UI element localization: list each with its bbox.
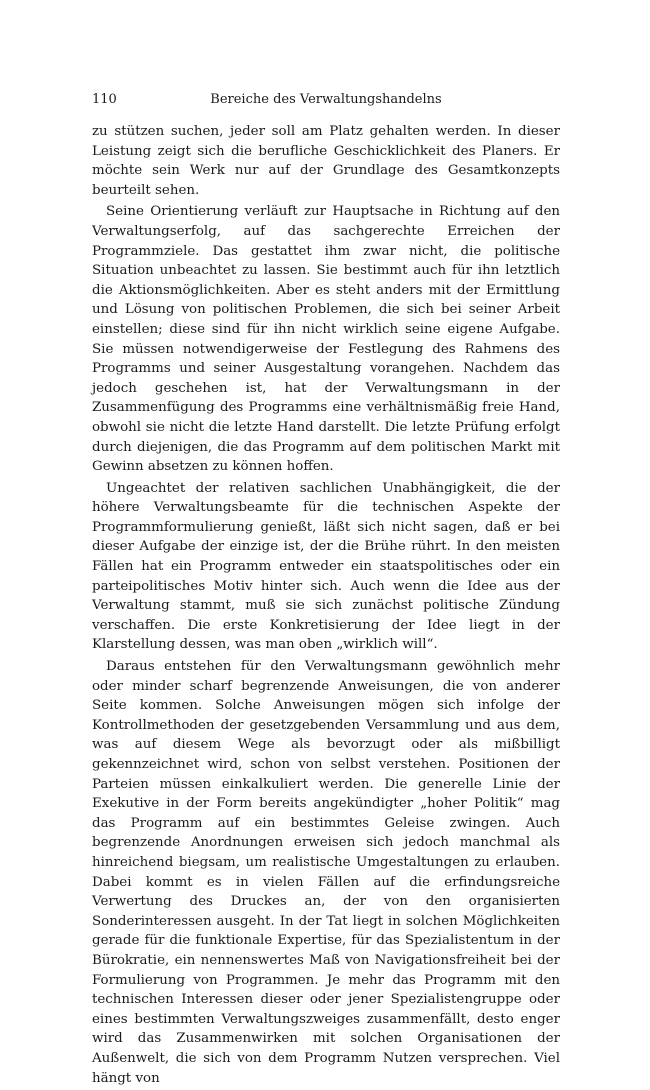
running-title: Bereiche des Verwaltungshandelns — [210, 92, 442, 107]
paragraph-orientation: Seine Orientierung verläuft zur Hauptsache in Richtung auf den Verwaltungserfolg, auf das sachgerechte Erreichen der Programmziele. Das gestattet ihm zwar nicht, die politische Situation unbeachtet zu lassen. Sie bestimmt auch für ihn letztlich die Aktionsmöglichkeiten. Aber es steht anders mit der Ermittlung und Lösung von politischen Problemen, die sich bei seiner Arbeit einstellen; diese sind für ihn nicht wirklich seine eigene Aufgabe. Sie müssen notwendigerweise der Festlegung des Rahmens des Programms und seiner Ausgestaltung vorangehen. Nachdem das jedoch geschehen ist, hat der Verwaltungsmann in der Zusammenfügung des Programms eine verhältnismäßig freie Hand, obwohl sie nicht die letzte Hand darstellt. Die letzte Prüfung erfolgt durch diejenigen, die das Programm auf dem politischen Markt mit Gewinn absetzen zu können hoffen. — [92, 204, 560, 475]
running-head — [92, 88, 560, 112]
body-text — [92, 122, 560, 1088]
paragraph-instructions: Daraus entstehen für den Verwaltungsmann gewöhnlich mehr oder minder scharf begrenzende Anweisungen, die von anderer Seite kommen. Solche Anweisungen mögen sich infolge der Kontrollmethoden der gesetzgebenden Versammlung und aus dem, was auf diesem Wege als bevorzugt oder als mißbilligt gekennzeichnet wird, schon von selbst verstehen. Positionen der Parteien müssen einkalkuliert werden. Die generelle Linie der Exekutive in der Form bereits angekündigter „hoher Politik“ mag das Programm auf ein bestimmtes Geleise zwingen. Auch begrenzende Anordnungen erweisen sich jedoch manchmal als hinreichend biegsam, um realistische Umgestaltungen zu erlauben. Dabei kommt es in vielen Fällen auf die erfindungsreiche Verwertung des Druckes an, der von den organisierten Sonderinteressen ausgeht. In der Tat liegt in solchen Möglichkeiten gerade für die funktionale Expertise, für das Spezialistentum in der Bürokratie, ein nennenswertes Maß von Navigationsfreiheit bei der Formulierung von Programmen. Je mehr das Programm mit den technischen Interessen dieser oder jener Spezialistengruppe oder eines bestimmten Verwaltungszweiges zusammenfällt, desto enger wird das Zusammenwirken mit solchen Organisationen der Außenwelt, die sich von dem Programm Nutzen versprechen. Viel hängt von — [92, 659, 560, 1086]
paragraph-independence: Ungeachtet der relativen sachlichen Unabhängigkeit, die der höhere Verwaltungsbeamte für die technischen Aspekte der Programmformulierung genießt, läßt sich nicht sagen, daß er bei dieser Aufgabe der einzige ist, der die Brühe rührt. In den meisten Fällen hat ein Programm entweder ein staatspolitisches oder ein parteipolitisches Motiv hinter sich. Auch wenn die Idee aus der Verwaltung stammt, muß sie sich zunächst politische Zündung verschaffen. Die erste Konkretisierung der Idee liegt in der Klarstellung dessen, was man oben „wirklich will“. — [92, 480, 560, 653]
book-page — [92, 88, 560, 1090]
page-number: 110 — [92, 92, 117, 107]
paragraph-continuation: zu stützen suchen, jeder soll am Platz gehalten werden. In dieser Leistung zeigt sich die berufliche Geschicklichkeit des Planers. Er möchte sein Werk nur auf der Grundlage des Gesamtkonzepts beurteilt sehen. — [92, 124, 560, 198]
